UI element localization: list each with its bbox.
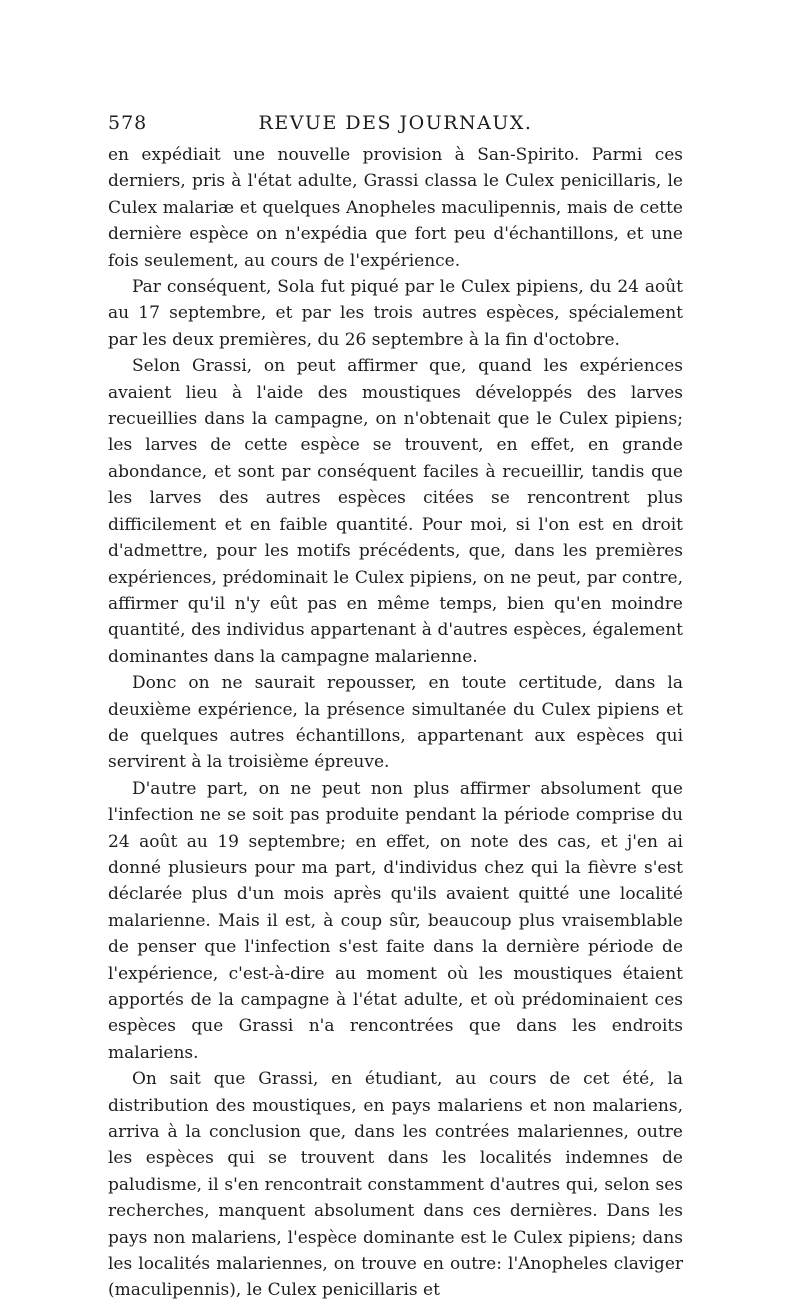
paragraph: Par conséquent, Sola fut piqué par le Culex pipiens, du 24 août au 17 septembre, et par les trois autres espèces, spécialement par les deux premières, du 26 septembre à la fin d'octobre.	[108, 277, 683, 350]
paragraph-continued: en expédiait une nouvelle provision à San-Spirito. Parmi ces derniers, pris à l'état adulte, Grassi classa le Culex penicillaris, le Culex malariæ et quelques Anopheles maculipennis, mais de cette dernière espèce on n'expédia que fort peu d'échantillons, et une fois seulement, au cours de l'expérience.	[108, 145, 683, 271]
running-head	[108, 112, 683, 142]
body-text	[108, 142, 683, 1304]
document-page	[108, 112, 683, 1304]
running-title: REVUE DES JOURNAUX.	[258, 112, 533, 134]
paragraph: Selon Grassi, on peut affirmer que, quand les expériences avaient lieu à l'aide des moustiques développés des larves recueillies dans la campagne, on n'obtenait que le Culex pipiens; les larves de cette espèce se trouvent, en effet, en grande abondance, et sont par conséquent faciles à recueillir, tandis que les larves des autres espèces citées se rencontrent plus difficilement et en faible quantité. Pour moi, si l'on est en droit d'admettre, pour les motifs précédents, que, dans les premières expériences, prédominait le Culex pipiens, on ne peut, par contre, affirmer qu'il n'y eût pas en même temps, bien qu'en moindre quantité, des individus appartenant à d'autres espèces, également dominantes dans la campagne malarienne.	[108, 356, 683, 667]
paragraph: On sait que Grassi, en étudiant, au cours de cet été, la distribution des moustiques, en pays malariens et non malariens, arriva à la conclusion que, dans les contrées malariennes, outre les espèces qui se trouvent dans les localités indemnes de paludisme, il s'en rencontrait constamment d'autres qui, selon ses recherches, manquent absolument dans ces dernières. Dans les pays non malariens, l'espèce dominante est le Culex pipiens; dans les localités malariennes, on trouve en outre: l'Anopheles claviger (maculipennis), le Culex penicillaris et	[108, 1069, 683, 1301]
paragraph: Donc on ne saurait repousser, en toute certitude, dans la deuxième expérience, la présence simultanée du Culex pipiens et de quelques autres échantillons, appartenant aux espèces qui servirent à la troisième épreuve.	[108, 673, 683, 773]
page-number: 578	[108, 112, 148, 134]
paragraph: D'autre part, on ne peut non plus affirmer absolument que l'infection ne se soit pas produite pendant la période comprise du 24 août au 19 septembre; en effet, on note des cas, et j'en ai donné plusieurs pour ma part, d'individus chez qui la fièvre s'est déclarée plus d'un mois après qu'ils avaient quitté une localité malarienne. Mais il est, à coup sûr, beaucoup plus vraisemblable de penser que l'infection s'est faite dans la dernière période de l'expérience, c'est-à-dire au moment où les moustiques étaient apportés de la campagne à l'état adulte, et où prédominaient ces espèces que Grassi n'a rencontrées que dans les endroits malariens.	[108, 778, 683, 1063]
